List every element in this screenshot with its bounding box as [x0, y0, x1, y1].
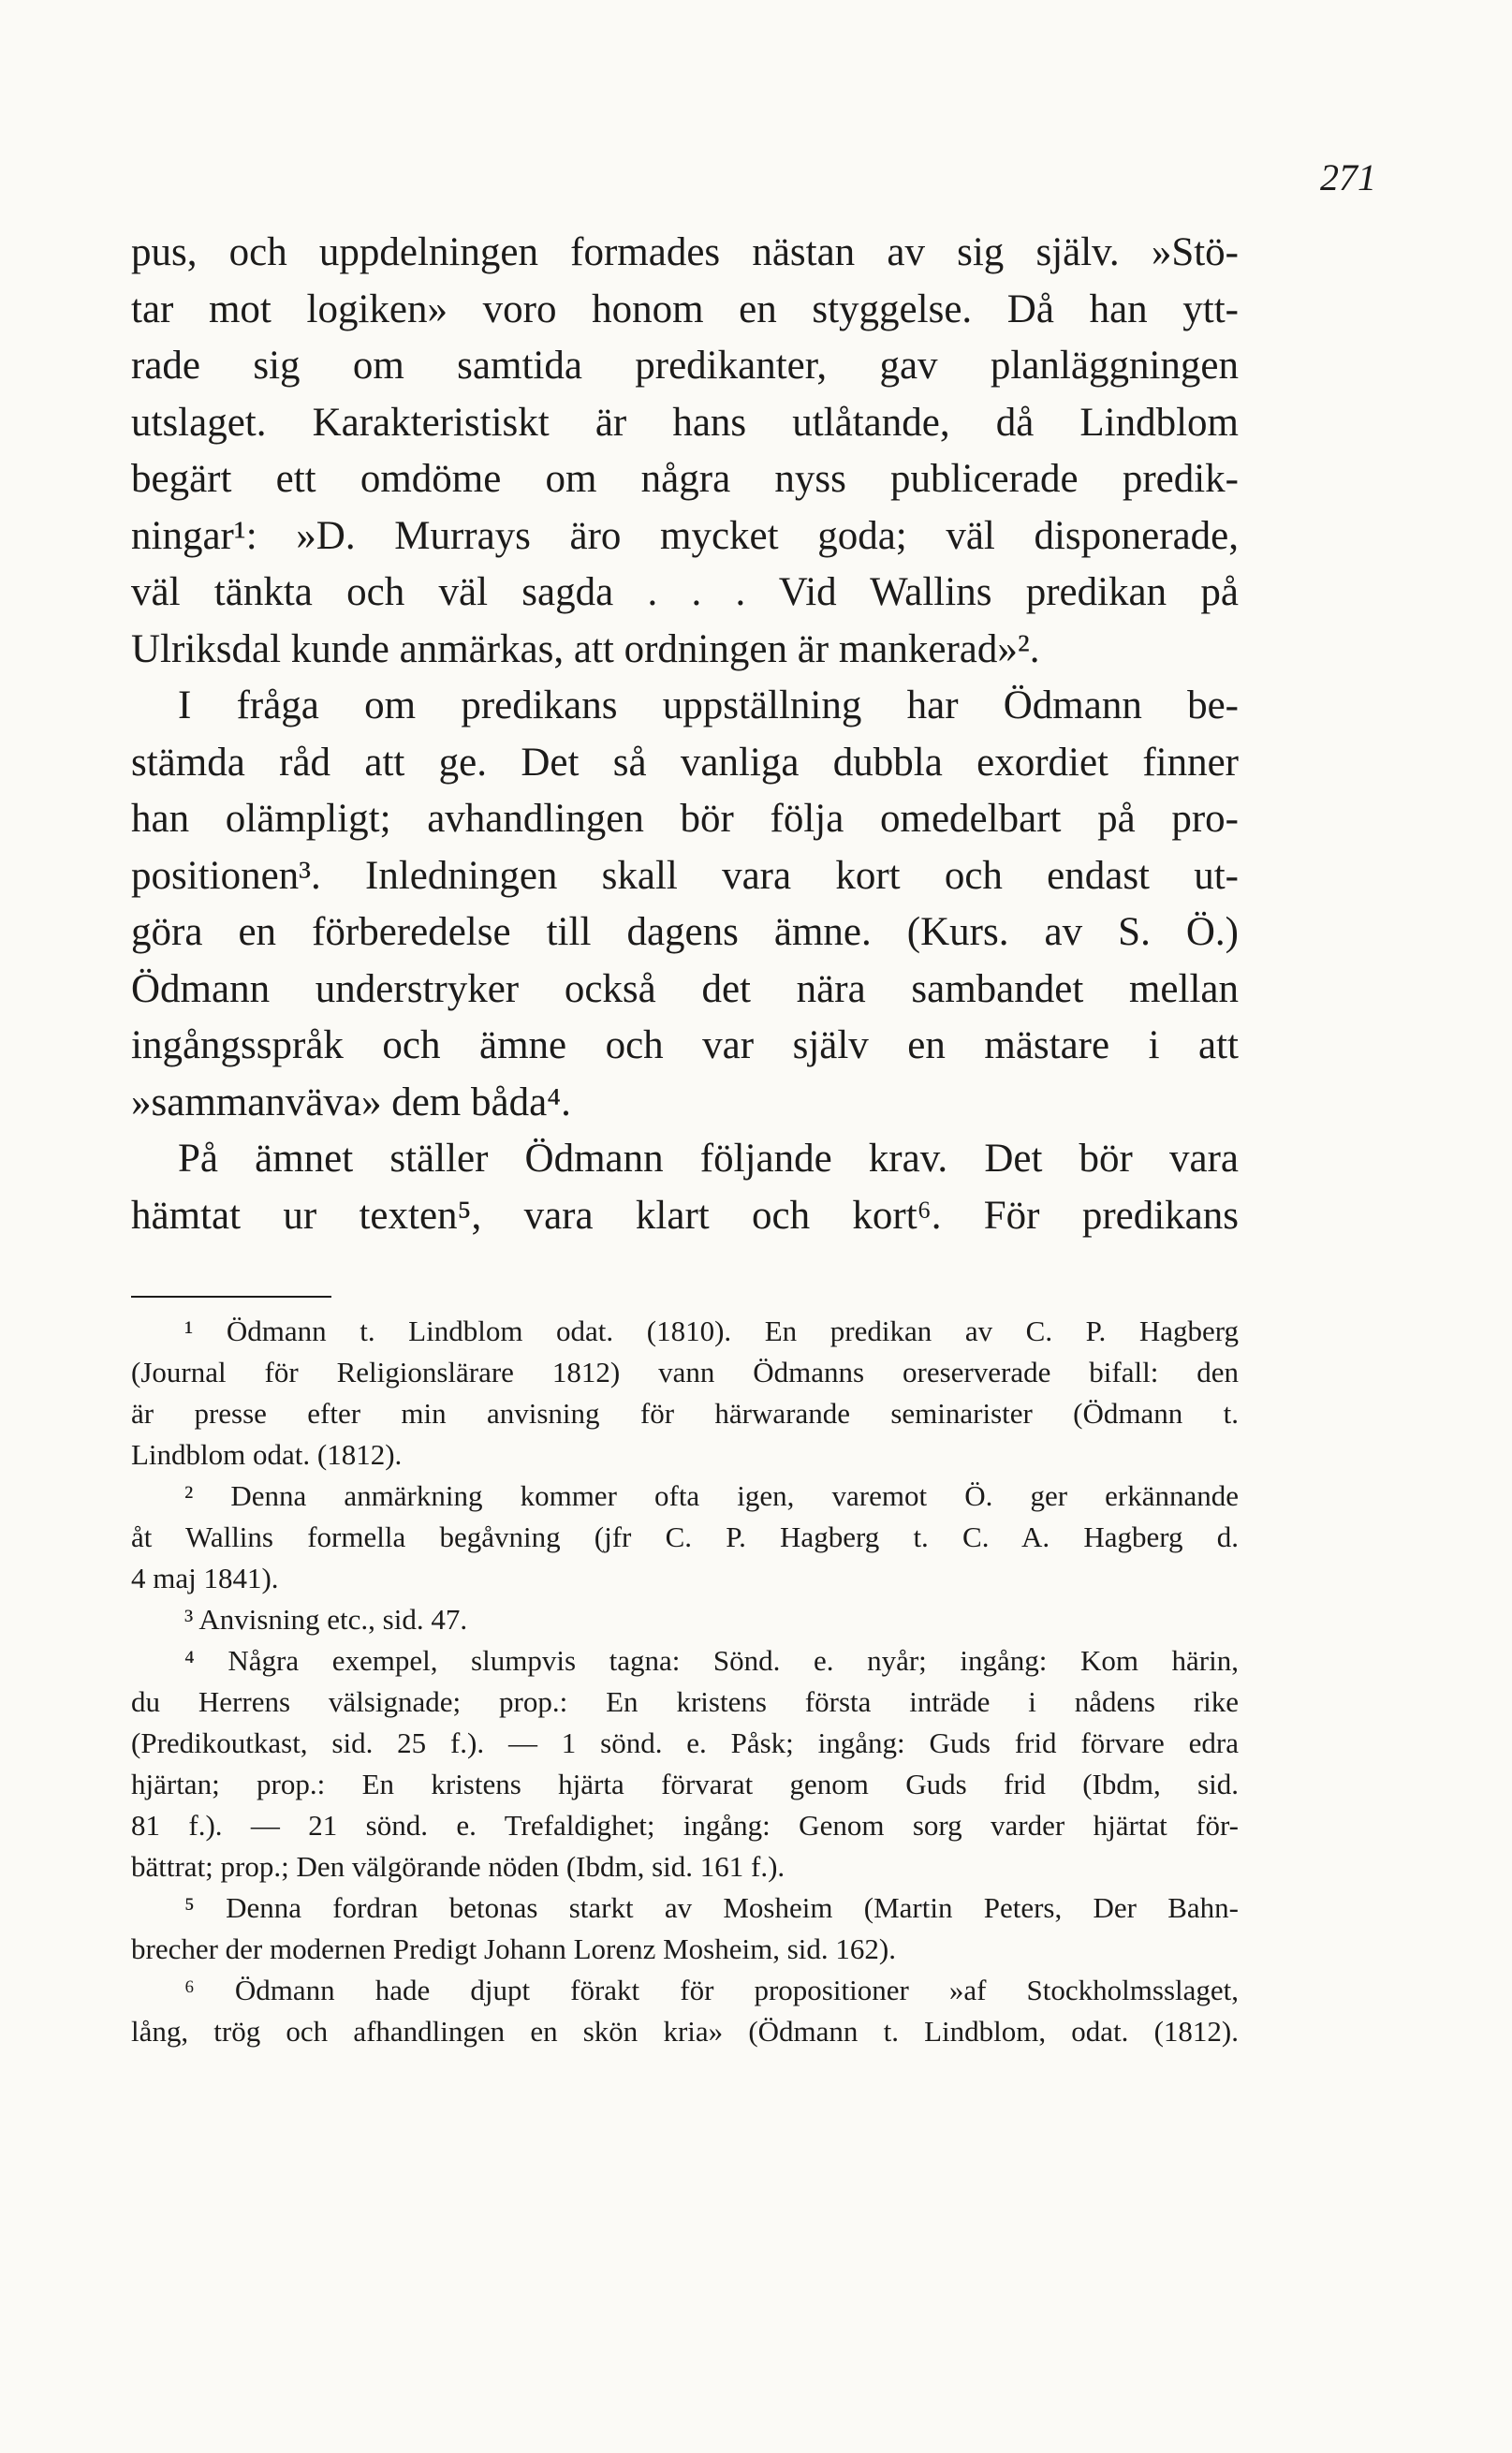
body-line: På ämnet ställer Ödmann följande krav. Det bör vara	[178, 1137, 1239, 1181]
body-line: stämda råd att ge. Det så vanliga dubbla exordiet finner	[131, 740, 1239, 785]
footnote-line: bättrat; prop.; Den välgörande nöden (Ibdm, sid. 161 f.).	[131, 1850, 785, 1883]
body-line: »sammanväva» dem båda⁴.	[131, 1080, 571, 1124]
body-text	[131, 225, 1239, 1244]
body-line: begärt ett omdöme om några nyss publicerade predik-	[131, 457, 1239, 501]
body-line: ingångsspråk och ämne och var själv en mästare i att	[131, 1023, 1239, 1067]
footnote-line: Lindblom odat. (1812).	[131, 1438, 403, 1471]
body-line: Ödmann understryker också det nära sambandet mellan	[131, 966, 1239, 1011]
footnote-line: lång, trög och afhandlingen en skön kria» (Ödmann t. Lindblom, odat. (1812).	[131, 2015, 1239, 2048]
body-line: I fråga om predikans uppställning har Ödmann be-	[178, 683, 1239, 727]
footnote-line: åt Wallins formella begåvning (jfr C. P. Hagberg t. C. A. Hagberg d.	[131, 1520, 1239, 1553]
body-line: tar mot logiken» voro honom en styggelse. Då han ytt-	[131, 286, 1239, 331]
footnote-line: 81 f.). — 21 sönd. e. Trefaldighet; ingång: Genom sorg varder hjärtat för-	[131, 1809, 1239, 1842]
footnotes	[131, 1311, 1239, 2052]
footnote-line: är presse efter min anvisning för härwarande seminarister (Ödmann t.	[131, 1397, 1239, 1430]
footnote-line: hjärtan; prop.: En kristens hjärta förvarat genom Guds frid (Ibdm, sid.	[131, 1768, 1239, 1800]
body-line: utslaget. Karakteristiskt är hans utlåtande, då Lindblom	[131, 400, 1239, 445]
body-line: han olämpligt; avhandlingen bör följa omedelbart på pro-	[131, 797, 1239, 841]
footnote-line: ⁴ Några exempel, slumpvis tagna: Sönd. e. nyår; ingång: Kom härin,	[184, 1644, 1239, 1677]
footnote-line: brecher der modernen Predigt Johann Lorenz Mosheim, sid. 162).	[131, 1932, 896, 1965]
footnote-line: (Journal för Religionslärare 1812) vann Ödmanns oreserverade bifall: den	[131, 1356, 1239, 1388]
footnote-line: (Predikoutkast, sid. 25 f.). — 1 sönd. e. Påsk; ingång: Guds frid förvare edra	[131, 1726, 1239, 1759]
body-line: pus, och uppdelningen formades nästan av sig själv. »Stö-	[131, 230, 1239, 274]
footnote-line: ² Denna anmärkning kommer ofta igen, varemot Ö. ger erkännande	[184, 1479, 1239, 1512]
footnote-line: ³ Anvisning etc., sid. 47.	[184, 1603, 468, 1636]
footnote-rule	[131, 1296, 331, 1298]
body-line: hämtat ur texten⁵, vara klart och kort⁶. För predikans	[131, 1193, 1239, 1238]
footnote-line: ¹ Ödmann t. Lindblom odat. (1810). En predikan av C. P. Hagberg	[184, 1315, 1239, 1347]
body-line: Ulriksdal kunde anmärkas, att ordningen är mankerad»².	[131, 626, 1040, 671]
footnote-line: du Herrens välsignade; prop.: En kristens första inträde i nådens rike	[131, 1685, 1239, 1718]
footnote-line: ⁶ Ödmann hade djupt förakt för propositioner »af Stockholmsslaget,	[184, 1974, 1239, 2006]
body-line: väl tänkta och väl sagda . . . Vid Wallins predikan på	[131, 570, 1239, 614]
footnote-line: ⁵ Denna fordran betonas starkt av Mosheim (Martin Peters, Der Bahn-	[184, 1891, 1239, 1924]
body-line: rade sig om samtida predikanter, gav planläggningen	[131, 344, 1239, 388]
body-line: ningar¹: »D. Murrays äro mycket goda; väl disponerade,	[131, 513, 1239, 558]
page-number: 271	[1320, 156, 1376, 198]
footnote-line: 4 maj 1841).	[131, 1562, 279, 1594]
body-line: positionen³. Inledningen skall vara kort och endast ut-	[131, 853, 1239, 898]
body-line: göra en förberedelse till dagens ämne. (Kurs. av S. Ö.)	[131, 910, 1239, 954]
